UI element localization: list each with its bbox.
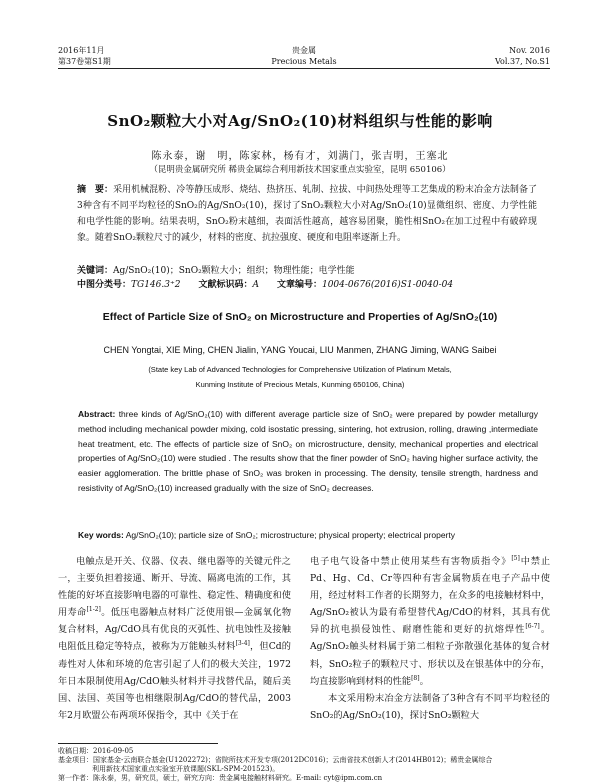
footnote-funding-cont: 利用新技术国家重点实验室开放课题(SKL-SPM-201523)。 [92, 765, 280, 773]
affiliation-en [0, 362, 600, 392]
affiliation-en-line2: Kunming Institute of Precious Metals, Kunming 650106, China) [195, 380, 405, 389]
authors-en: CHEN Yongtai, XIE Ming, CHEN Jialin, YANG Youcai, LIU Manmen, ZHANG Jiming, WANG Saibei [103, 345, 497, 355]
keywords-en-label: Key words: [78, 530, 124, 540]
affiliation-en-line1: (State key Lab of Advanced Technologies for Comprehensive Utilization of Platinum Metals, [148, 365, 452, 374]
footnote-rule [58, 743, 218, 744]
abstract-en-label: Abstract: [78, 409, 116, 419]
body-paragraph: 电子电气设备中禁止使用某些有害物质指令》[5]中禁止Pd、Hg、Cd、Cr等四种有害金属物质在电子产品中使用，经过材料工作者的长期努力，在众多的电接触材料中，Ag/SnO₂被认为最有希望替代Ag/CdO的材料，其具有优异的抗电损侵蚀性、耐磨性能和更好的抗熔焊性[6-7]。Ag/SnO₂触头材料属于第二相粒子弥散强化基体的复合材料，SnO₂粒子的颗粒尺寸、形状以及在银基体中的分布，均直接影响到材料的性能[8]。 [310, 554, 551, 687]
title-en: Effect of Particle Size of SnO₂ on Microstructure and Properties of Ag/SnO₂(10) [102, 311, 498, 323]
header-volume-en: Vol.37, No.S1 [494, 57, 550, 66]
abstract-cn-text: 采用机械混粉、冷等静压成形、烧结、热挤压、轧制、拉拔、中间热处理等工艺集成的粉末冶金方法制备了3种含有不同平均粒径的SnO₂的Ag/SnO₂(10)，探讨了SnO₂颗粒大小对Ag/SnO₂(10)显微组织、密度、力学性能和电学性能的影响。结果表明，SnO₂粉末越细，表面活性越高，越容易团聚，脆性相SnO₂在加工过程中有破碎现象。随着SnO₂颗粒尺寸的减少，材料的密度、抗拉强度、硬度和电阻率逐渐上升。 [77, 185, 537, 243]
abstract-en-text: three kinds of Ag/SnO₂(10) with different average particle size of SnO₂ were prepared by powder metallurgy method including mechanical powder mixing, cold isostatic pressing, sintering, hot extrusion, rolling, drawing ,intermediate heat treatment, etc. The effects of particle size of SnO₂ on microstructure, density, mechanical properties and electrical properties of Ag/SnO₂(10) were studied . The results show that the finer powder of SnO₂ having higher surface activity, the easier agglomeration. The brittle phase of SnO₂ was broken in processing. The density, tensile strength, hardness and resistivity of Ag/SnO₂(10) increased gradually with the size of SnO₂ decreases. [78, 409, 538, 493]
running-header [58, 45, 550, 69]
citation: [3-4] [235, 640, 250, 648]
header-center [58, 45, 550, 67]
header-date-en: Nov. 2016 [509, 46, 550, 55]
document-code: 文献标识码：A [198, 280, 259, 290]
keywords-cn-text: Ag/SnO₂(10)；SnO₂颗粒大小；组织；物理性能；电学性能 [113, 266, 355, 276]
header-right [495, 45, 550, 67]
header-journal-cn: 贵金属 [292, 46, 316, 55]
abstract-cn [77, 182, 537, 246]
authors-cn: 陈永泰，谢 明，陈家林，杨有才，刘满门，张吉明，王塞北 [151, 151, 449, 162]
clc-number: 中图分类号：TG146.3⁺2 [77, 280, 181, 290]
citation: [6-7] [525, 623, 540, 631]
citation: [5] [511, 554, 520, 562]
footnote-funding: 基金项目：国家基金-云南联合基金(U1202272)；省院所技术开发专项(2012DC016)；云南省技术创新人才(2014HB012)；稀贵金属综合 [58, 756, 493, 764]
keywords-cn [77, 264, 537, 278]
abstract-en [78, 407, 538, 496]
classification-line [77, 278, 537, 292]
header-journal-en: Precious Metals [271, 57, 337, 66]
citation: [1-2] [86, 606, 101, 614]
article-number: 文章编号：1004-0676(2016)S1-0040-04 [276, 280, 454, 290]
body-column-left: 电触点是开关、仪器、仪表、继电器等的关键元件之一，主要负担着接通、断开、导流、隔离电流的工作，其性能的好坏直接影响电器的可靠性、稳定性、精确度和使用寿命[1-2]。低压电器触点材料广泛使用银—金属氧化物复合材料，Ag/CdO具有优良的灭弧性、抗电蚀性及接触电阻低且稳定等特点，被称为万能触头材料[3-4]，但Cd的毒性对人体和环境的危害引起了人们的极大关注，1972年日本限制使用Ag/CdO触头材料并寻找替代品，随后美国、法国、英国等也相继限制Ag/CdO的替代品，2003年2月欧盟公布两项环保指令，其中《关于在 [58, 556, 292, 721]
header-volume-cn: 第37卷第S1期 [58, 57, 111, 66]
footnote-received: 收稿日期：2016-09-05 [58, 747, 134, 755]
keywords-en-text: Ag/SnO₂(10); particle size of SnO₂; microstructure; physical property; electrical property [125, 530, 455, 540]
header-date-cn: 2016年11月 [58, 46, 105, 55]
keywords-en [78, 528, 548, 542]
citation: [8] [411, 674, 420, 682]
title-cn: SnO₂颗粒大小对Ag/SnO₂(10)材料组织与性能的影响 [107, 112, 493, 130]
affiliation-cn: （昆明贵金属研究所 稀贵金属综合利用新技术国家重点实验室，昆明 650106） [149, 165, 451, 175]
body-column-right [310, 553, 550, 724]
keywords-cn-label: 关键词： [77, 266, 114, 276]
abstract-cn-label: 摘 要： [77, 185, 114, 195]
body-paragraph: 本文采用粉末冶金方法制备了3种含有不同平均粒径的SnO₂的Ag/SnO₂(10)，探讨SnO₂颗粒大 [310, 692, 550, 721]
footnote-author: 第一作者：陈永泰，男，研究员，硕士，研究方向：贵金属电接触材料研究。E-mail: cyt@ipm.com.cn [58, 774, 383, 782]
